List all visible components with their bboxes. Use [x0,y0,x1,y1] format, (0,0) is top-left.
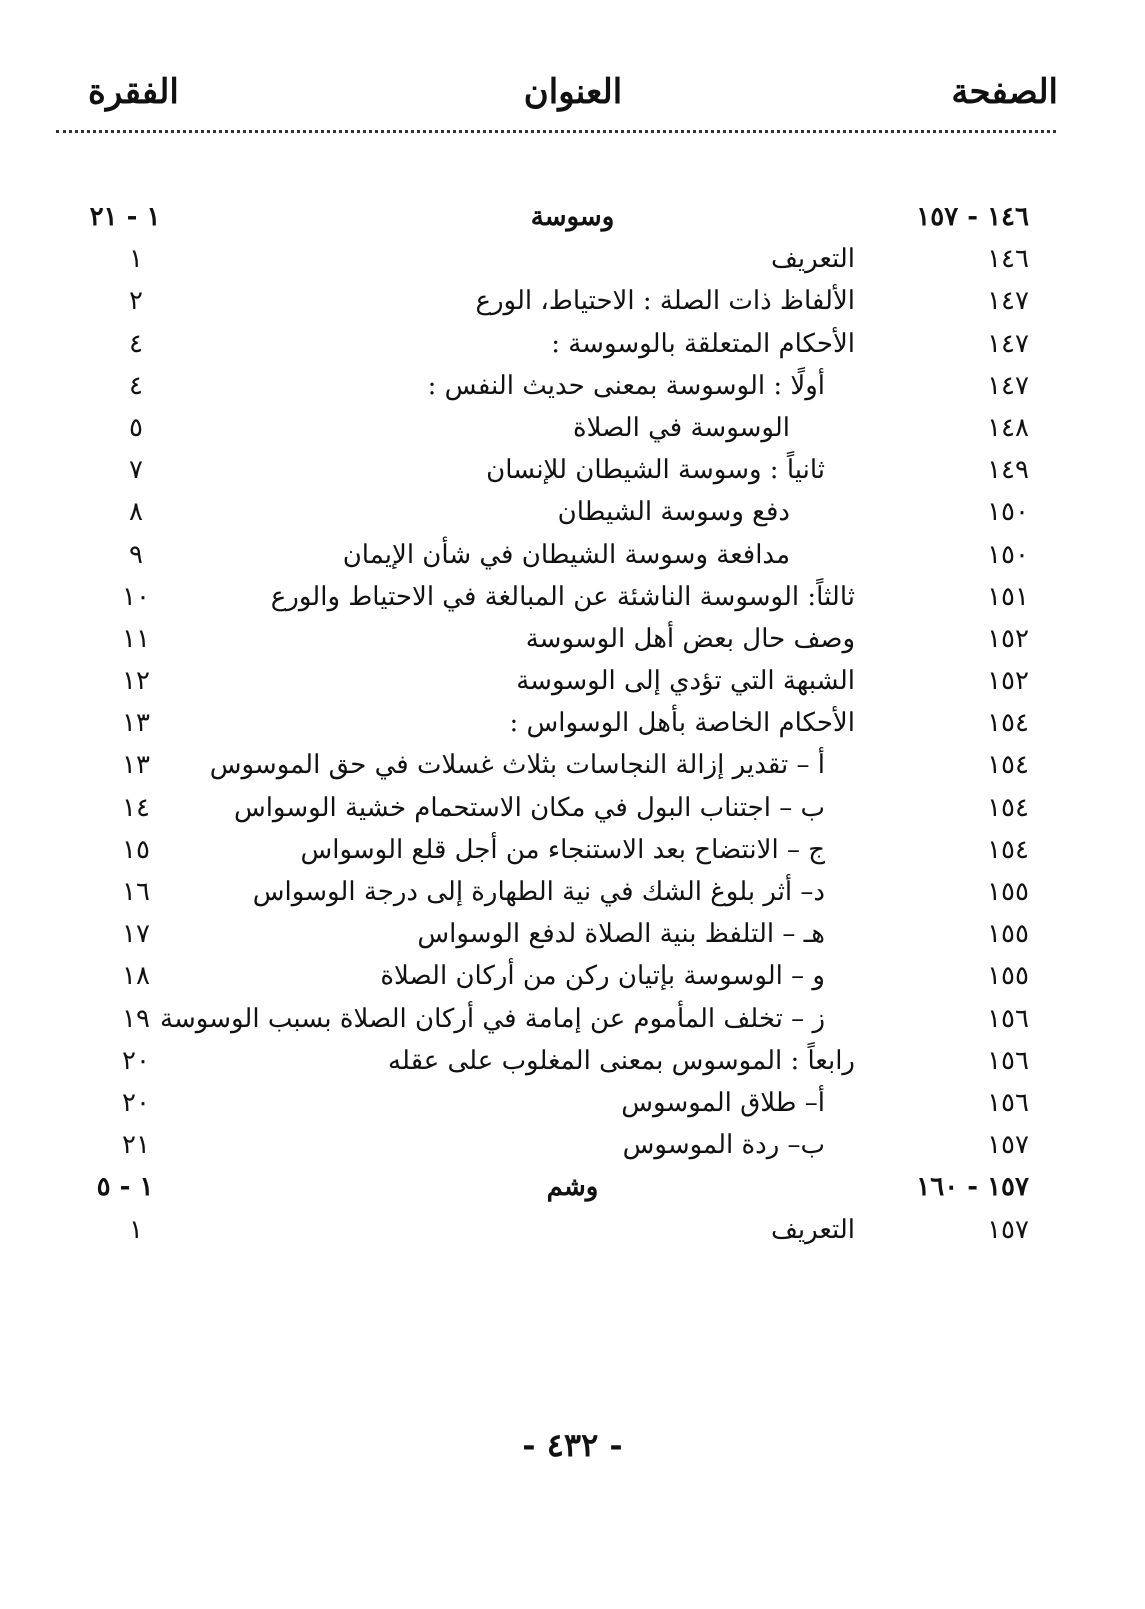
index-entry [0,280,1145,322]
entry-paragraph-number: ١ [129,1214,143,1245]
entry-page-number: ١٤٨ [987,412,1029,443]
index-entry [0,1209,1145,1251]
entry-title: ج – الانتضاح بعد الاستنجاء من أجل قلع الوسواس [300,834,825,865]
entry-title: أ – تقدير إزالة النجاسات بثلاث غسلات في حق الموسوس [209,750,825,781]
entry-page-number: ١٥٤ [987,792,1029,823]
entry-paragraph-number: ٨ [129,497,143,528]
entry-title: وسوسة [530,202,615,232]
entry-page-number: ١٥٥ [987,919,1029,950]
header-divider [56,130,1056,133]
entry-title: هـ – التلفظ بنية الصلاة لدفع الوسواس [417,919,825,950]
entry-paragraph-number: ١٣ [122,750,150,781]
entry-paragraph-number: ٤ [129,328,143,359]
entry-paragraph-number: ٤ [129,370,143,401]
paragraph-column-header: الفقرة [88,72,179,112]
entry-paragraph-number: ١١ [122,623,150,654]
entry-paragraph-number: ١ - ٢١ [89,202,161,232]
index-entry [0,323,1145,365]
index-entry [0,744,1145,786]
entry-title: ب – اجتناب البول في مكان الاستحمام خشية الوسواس [233,792,825,823]
entry-page-number: ١٤٧ [987,370,1029,401]
entry-title: الشبهة التي تؤدي إلى الوسوسة [516,666,855,697]
index-entry [0,365,1145,407]
entry-title: د– أثر بلوغ الشك في نية الطهارة إلى درجة الوسواس [252,877,825,907]
entry-title: الوسوسة في الصلاة [573,412,790,443]
entry-paragraph-number: ١٨ [122,961,150,992]
entry-page-number: ١٥٠ [987,539,1029,570]
index-entry [0,1124,1145,1166]
entry-title: أ– طلاق الموسوس [621,1087,825,1118]
entry-page-number: ١٤٧ [987,286,1029,317]
entry-page-number: ١٥٤ [987,750,1029,781]
entry-page-number: ١٥٦ [987,1003,1029,1034]
entry-paragraph-number: ٧ [129,455,143,486]
entry-paragraph-number: ٢ [129,286,143,317]
index-entry [0,660,1145,702]
index-entry [0,238,1145,280]
entry-paragraph-number: ١٣ [122,708,150,739]
index-entry [0,829,1145,871]
index-entry [0,1082,1145,1124]
entry-page-number: ١٥٧ - ١٦٠ [916,1172,1029,1203]
index-entry [0,618,1145,660]
entry-page-number: ١٤٦ [987,244,1029,275]
entry-paragraph-number: ١٦ [122,877,150,907]
entry-page-number: ١٥١ [987,581,1029,612]
entry-page-number: ١٥٥ [987,961,1029,992]
entry-title: الأحكام المتعلقة بالوسوسة : [551,328,855,359]
index-entry-heading [0,1166,1145,1208]
entry-paragraph-number: ٩ [129,539,143,570]
index-entry [0,407,1145,449]
entry-page-number: ١٥٦ [987,1087,1029,1118]
entry-paragraph-number: ١٩ [122,1003,150,1034]
entry-title: دفع وسوسة الشيطان [557,497,790,528]
index-entry [0,576,1145,618]
page-column-header: الصفحة [951,72,1058,112]
entry-page-number: ١٥٢ [987,666,1029,697]
entry-paragraph-number: ١٤ [122,792,150,823]
entry-paragraph-number: ٢٠ [122,1087,150,1118]
entry-page-number: ١٥٧ [987,1214,1029,1245]
index-list [0,196,1145,1251]
entry-page-number: ١٥٦ [987,1045,1029,1076]
entry-paragraph-number: ١٠ [122,581,150,612]
entry-paragraph-number: ١ - ٥ [96,1172,154,1203]
index-entry [0,787,1145,829]
entry-title: ثالثاً: الوسوسة الناشئة عن المبالغة في الاحتياط والورع [270,581,855,612]
entry-page-number: ١٤٩ [987,455,1029,486]
page-number: - ٤٣٢ - [522,1426,623,1464]
index-entry [0,702,1145,744]
entry-paragraph-number: ١٥ [122,834,150,865]
index-entry [0,491,1145,533]
entry-title: مدافعة وسوسة الشيطان في شأن الإيمان [342,539,790,570]
entry-title: ز – تخلف المأموم عن إمامة في أركان الصلاة بسبب الوسوسة [160,1003,825,1034]
entry-title: رابعاً : الموسوس بمعنى المغلوب على عقله [388,1045,855,1076]
index-entry [0,449,1145,491]
table-header [88,72,1058,132]
entry-paragraph-number: ٢١ [122,1130,150,1161]
entry-paragraph-number: ١٢ [122,666,150,697]
entry-paragraph-number: ١ [129,244,143,275]
entry-page-number: ١٥٤ [987,708,1029,739]
index-entry-heading [0,196,1145,238]
entry-title: الأحكام الخاصة بأهل الوسواس : [509,708,855,739]
entry-title: الألفاظ ذات الصلة : الاحتياط، الورع [475,286,855,317]
entry-title: وصف حال بعض أهل الوسوسة [525,623,855,654]
entry-title: و – الوسوسة بإتيان ركن من أركان الصلاة [380,961,825,992]
entry-page-number: ١٥٧ [987,1130,1029,1161]
entry-page-number: ١٥٥ [987,877,1029,907]
index-entry [0,871,1145,913]
entry-page-number: ١٤٧ [987,328,1029,359]
entry-paragraph-number: ٢٠ [122,1045,150,1076]
entry-page-number: ١٤٦ - ١٥٧ [916,202,1029,232]
entry-paragraph-number: ٥ [129,412,143,443]
entry-title: ثانياً : وسوسة الشيطان للإنسان [486,455,825,486]
entry-title: ب– ردة الموسوس [622,1130,825,1161]
index-entry [0,534,1145,576]
entry-page-number: ١٥٠ [987,497,1029,528]
index-entry [0,1040,1145,1082]
entry-title: وشم [546,1172,599,1203]
entry-title: التعريف [770,1214,855,1245]
entry-page-number: ١٥٢ [987,623,1029,654]
entry-page-number: ١٥٤ [987,834,1029,865]
index-entry [0,955,1145,997]
entry-title: التعريف [770,244,855,275]
title-column-header: العنوان [523,72,623,112]
index-entry [0,998,1145,1040]
entry-title: أولًا : الوسوسة بمعنى حديث النفس : [427,370,825,401]
index-entry [0,913,1145,955]
entry-paragraph-number: ١٧ [122,919,150,950]
